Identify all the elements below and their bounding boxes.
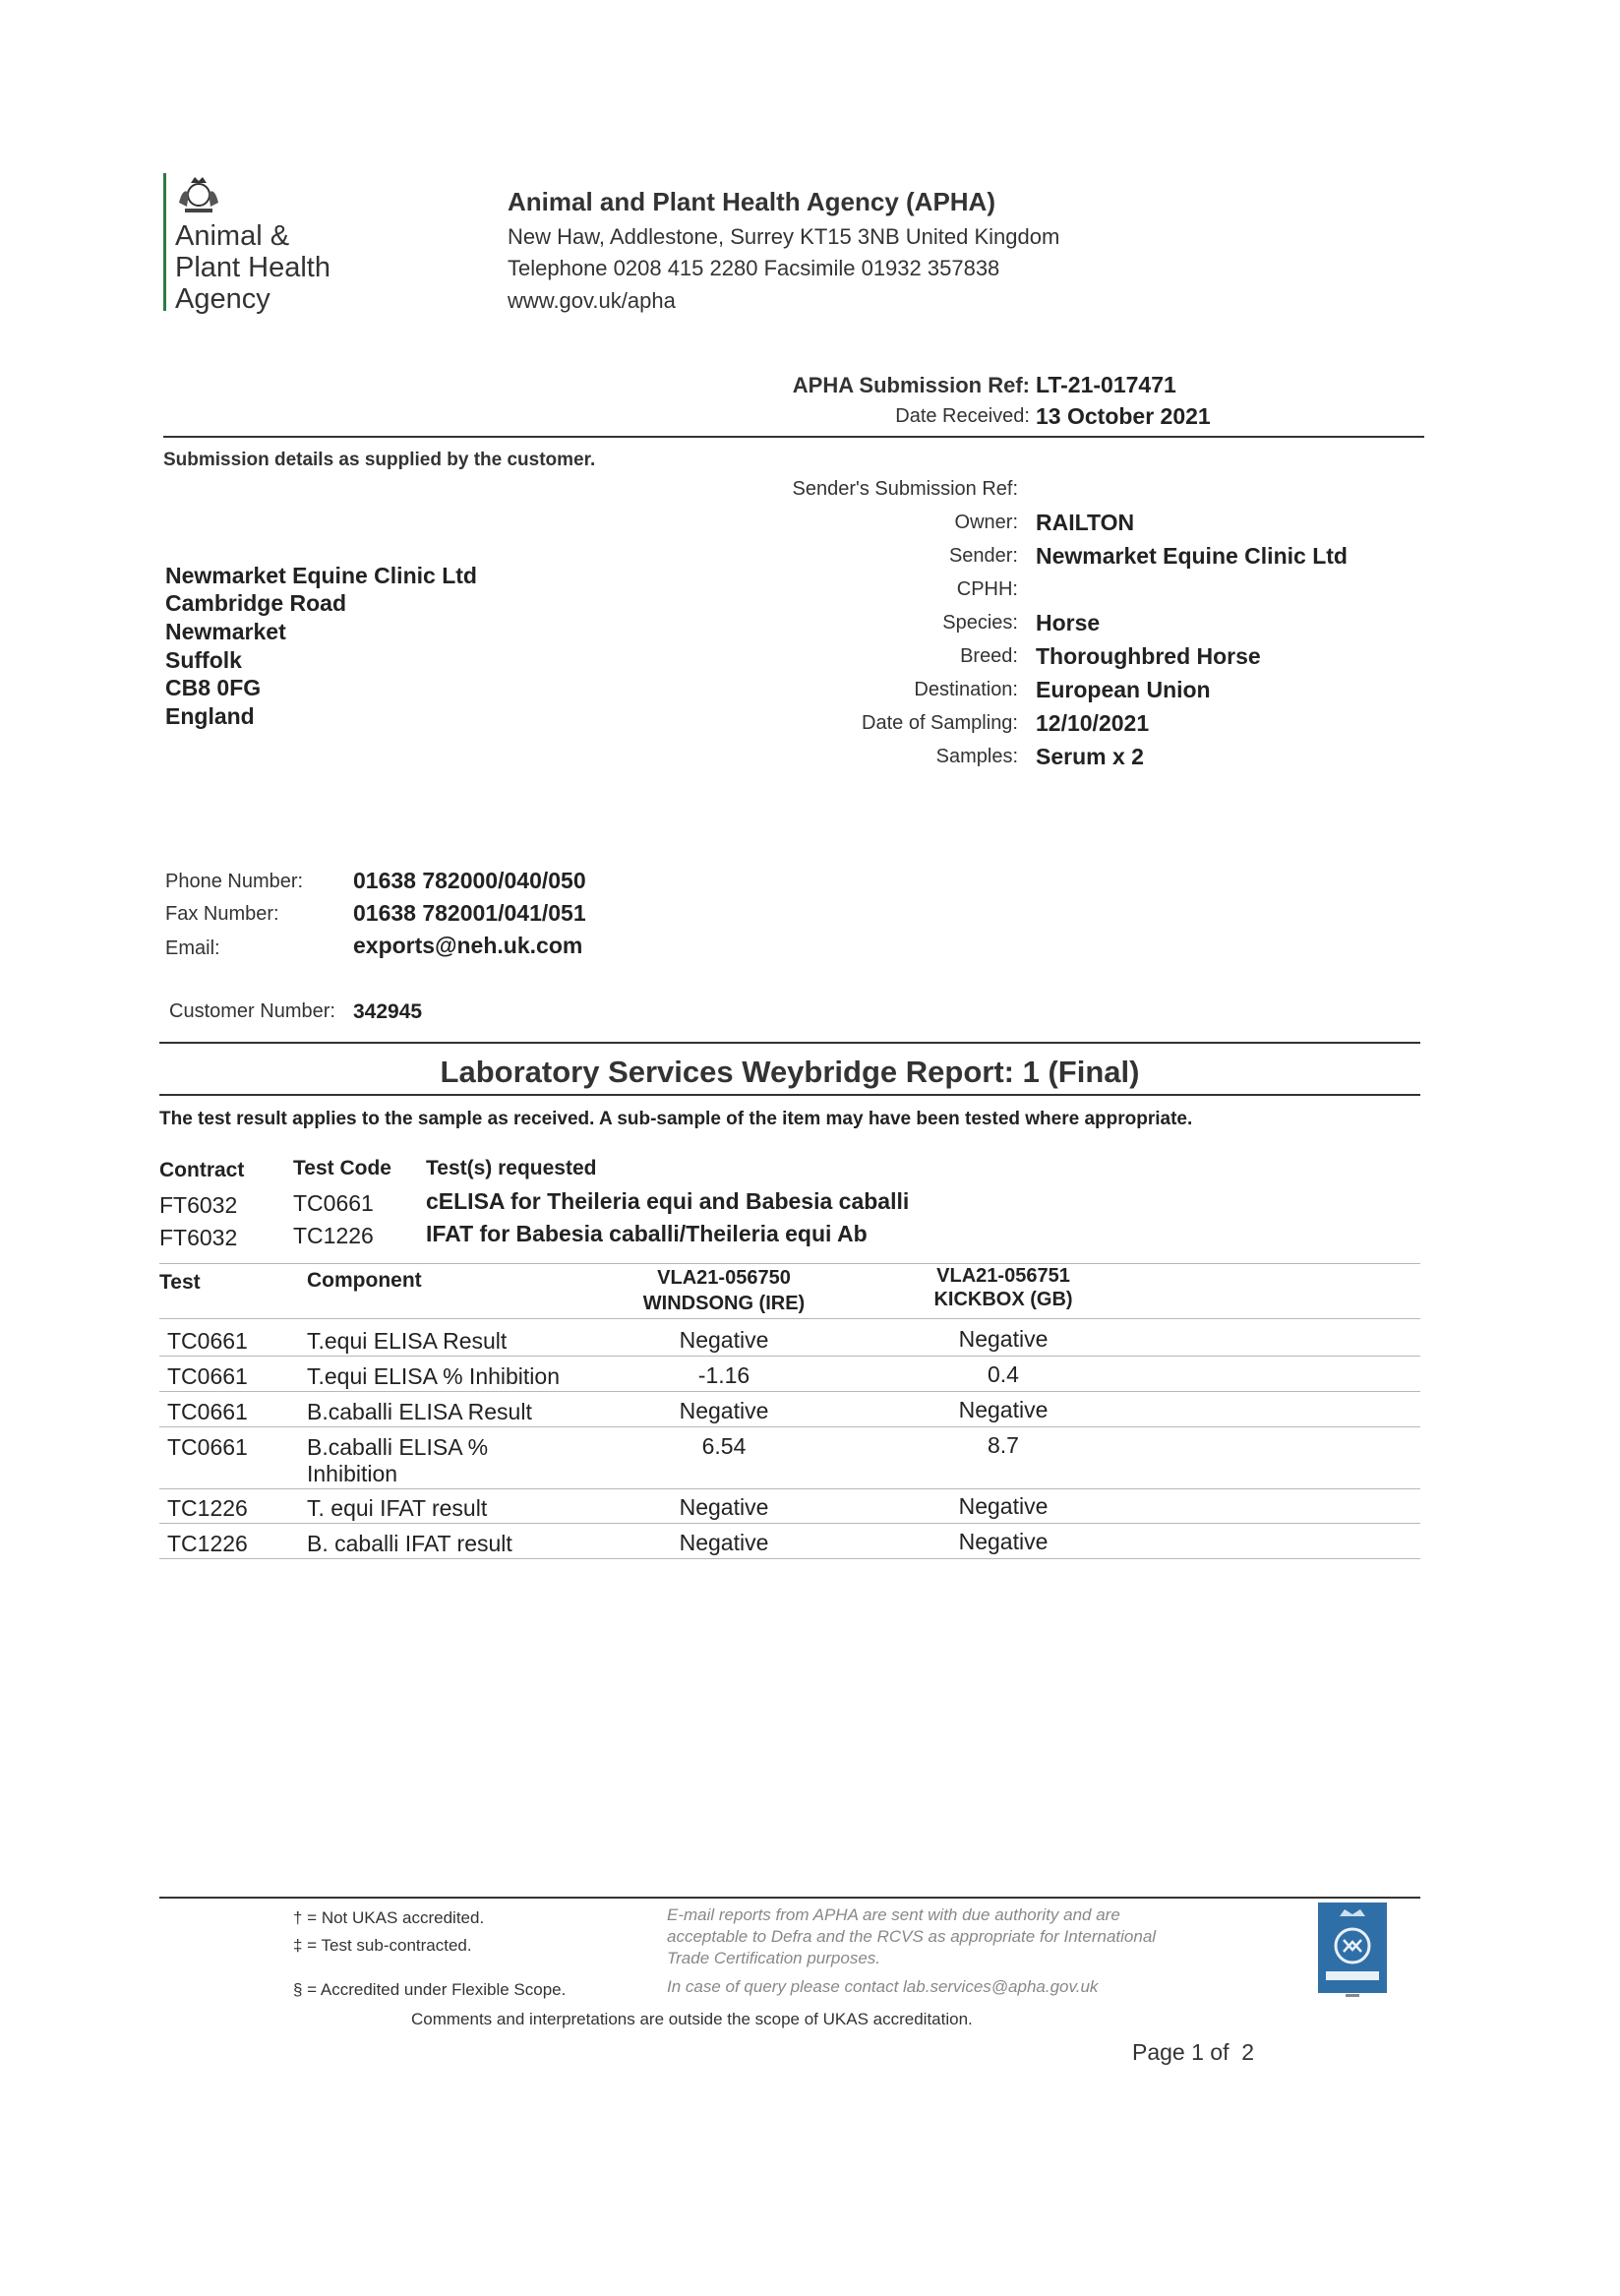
- col-contract-header: Contract: [159, 1159, 245, 1181]
- detail-label: Owner:: [954, 512, 1018, 533]
- result-sample1: Negative: [679, 1327, 769, 1353]
- report-disclaimer: The test result applies to the sample as received. A sub-sample of the item may have been tested where appropriate.: [159, 1109, 1193, 1129]
- address-line: CB8 0FG: [165, 675, 262, 700]
- request-name: IFAT for Babesia caballi/Theileria equi Ab: [426, 1221, 868, 1246]
- address-line: Newmarket Equine Clinic Ltd: [165, 563, 477, 588]
- request-code: TC0661: [293, 1190, 374, 1216]
- org-telephone: Telephone 0208 415 2280 Facsimile 01932 357838: [508, 256, 1000, 280]
- submission-ref-value: LT-21-017471: [1036, 372, 1176, 397]
- sample2-name-header: KICKBOX (GB): [933, 1289, 1073, 1310]
- detail-label: Date of Sampling:: [862, 712, 1018, 734]
- col-test-header: Test: [159, 1271, 201, 1294]
- detail-label: Destination:: [914, 679, 1018, 700]
- supplied-note: Submission details as supplied by the customer.: [163, 450, 596, 470]
- email-label: Email:: [165, 937, 220, 959]
- address-line: England: [165, 703, 255, 729]
- customer-number-label: Customer Number:: [169, 1000, 335, 1022]
- result-sample1: 6.54: [701, 1433, 747, 1459]
- col-tests-requested-header: Test(s) requested: [426, 1157, 597, 1179]
- detail-value: RAILTON: [1036, 510, 1135, 535]
- results-top-rule: [159, 1263, 1420, 1264]
- report-top-rule: [159, 1042, 1420, 1044]
- comments-note: Comments and interpretations are outside the scope of UKAS accreditation.: [411, 2010, 973, 2028]
- result-sample1: Negative: [679, 1398, 769, 1423]
- result-sample2: Negative: [958, 1493, 1049, 1519]
- detail-value: European Union: [1036, 677, 1211, 702]
- result-sample2: Negative: [958, 1326, 1049, 1352]
- result-component: B. caballi IFAT result: [307, 1531, 512, 1556]
- detail-value: Newmarket Equine Clinic Ltd: [1036, 543, 1348, 569]
- detail-label: Species:: [942, 612, 1018, 634]
- legend-sub-contracted: ‡ = Test sub-contracted.: [293, 1936, 472, 1955]
- address-line: Newmarket: [165, 619, 286, 644]
- header-divider: [163, 436, 1424, 438]
- results-bottom-rule: [159, 1558, 1420, 1559]
- agency-logo: [163, 173, 360, 317]
- results-header-rule: [159, 1318, 1420, 1319]
- date-received-label: Date Received:: [895, 405, 1030, 427]
- address-line: Suffolk: [165, 647, 242, 673]
- fax-value: 01638 782001/041/051: [353, 900, 586, 926]
- row-divider: [159, 1523, 1420, 1524]
- email-note-line: Trade Certification purposes.: [667, 1949, 881, 1967]
- result-sample2: Negative: [958, 1529, 1049, 1554]
- result-sample2: 8.7: [988, 1432, 1019, 1458]
- result-test: TC0661: [167, 1399, 248, 1424]
- legend-flexible-scope: § = Accredited under Flexible Scope.: [293, 1980, 567, 1999]
- page-number: Page 1 of 2: [1132, 2039, 1255, 2065]
- email-note-line: E-mail reports from APHA are sent with due authority and are: [667, 1905, 1120, 1924]
- query-note: In case of query please contact lab.services@apha.gov.uk: [667, 1977, 1099, 1996]
- detail-label: Breed:: [960, 645, 1018, 667]
- request-name: cELISA for Theileria equi and Babesia caballi: [426, 1188, 910, 1214]
- request-contract: FT6032: [159, 1225, 238, 1250]
- report-bottom-rule: [159, 1094, 1420, 1096]
- org-website: www.gov.uk/apha: [508, 288, 676, 313]
- detail-value: Serum x 2: [1036, 744, 1144, 769]
- col-component-header: Component: [307, 1269, 422, 1292]
- result-sample1: -1.16: [697, 1362, 750, 1388]
- date-received-value: 13 October 2021: [1036, 403, 1211, 429]
- result-sample2: Negative: [958, 1397, 1049, 1422]
- result-test: TC0661: [167, 1363, 248, 1389]
- result-component: B.caballi ELISA Result: [307, 1399, 532, 1424]
- detail-label: CPHH:: [956, 578, 1018, 600]
- result-test: TC0661: [167, 1328, 248, 1354]
- result-sample1: Negative: [679, 1494, 769, 1520]
- report-title: Laboratory Services Weybridge Report: 1 (Final): [440, 1055, 1140, 1089]
- org-name: Animal and Plant Health Agency (APHA): [508, 187, 995, 216]
- result-component: T.equi ELISA Result: [307, 1328, 508, 1354]
- row-divider: [159, 1391, 1420, 1392]
- result-sample1: Negative: [679, 1530, 769, 1555]
- agency-name-line-1: Animal &: [175, 220, 290, 252]
- royal-crest-icon: [175, 173, 222, 214]
- result-test: TC1226: [167, 1495, 248, 1521]
- org-address: New Haw, Addlestone, Surrey KT15 3NB United Kingdom: [508, 224, 1060, 249]
- phone-value: 01638 782000/040/050: [353, 868, 586, 893]
- row-divider: [159, 1488, 1420, 1489]
- col-test-code-header: Test Code: [293, 1157, 391, 1179]
- address-line: Cambridge Road: [165, 590, 347, 616]
- result-test: TC0661: [167, 1434, 248, 1460]
- detail-value: 12/10/2021: [1036, 710, 1150, 736]
- row-divider: [159, 1356, 1420, 1357]
- result-component-cont: Inhibition: [307, 1461, 398, 1486]
- detail-label: Samples:: [935, 746, 1018, 767]
- submission-ref-label: APHA Submission Ref:: [792, 373, 1030, 397]
- result-component: B.caballi ELISA %: [307, 1434, 489, 1460]
- email-note-line: acceptable to Defra and the RCVS as appropriate for International: [667, 1927, 1157, 1946]
- detail-label: Sender:: [948, 545, 1018, 567]
- result-test: TC1226: [167, 1531, 248, 1556]
- ukas-accreditation-icon: [1318, 1903, 1387, 1997]
- sample1-name-header: WINDSONG (IRE): [642, 1293, 806, 1314]
- result-sample2: 0.4: [988, 1361, 1019, 1387]
- result-component: T.equi ELISA % Inhibition: [307, 1363, 560, 1389]
- agency-name-line-2: Plant Health: [175, 252, 330, 283]
- fax-label: Fax Number:: [165, 903, 279, 925]
- sample1-id-header: VLA21-056750: [657, 1267, 791, 1289]
- detail-value: Horse: [1036, 610, 1101, 635]
- detail-value: Thoroughbred Horse: [1036, 643, 1261, 669]
- agency-name-line-3: Agency: [175, 283, 270, 315]
- footer-rule: [159, 1897, 1420, 1899]
- request-code: TC1226: [293, 1223, 374, 1248]
- phone-label: Phone Number:: [165, 871, 304, 892]
- request-contract: FT6032: [159, 1192, 238, 1218]
- row-divider: [159, 1426, 1420, 1427]
- customer-number-value: 342945: [353, 1000, 423, 1023]
- legend-not-accredited: † = Not UKAS accredited.: [293, 1908, 485, 1927]
- sample2-id-header: VLA21-056751: [936, 1265, 1070, 1287]
- detail-label: Sender's Submission Ref:: [792, 478, 1018, 500]
- email-value: exports@neh.uk.com: [353, 933, 583, 958]
- result-component: T. equi IFAT result: [307, 1495, 488, 1521]
